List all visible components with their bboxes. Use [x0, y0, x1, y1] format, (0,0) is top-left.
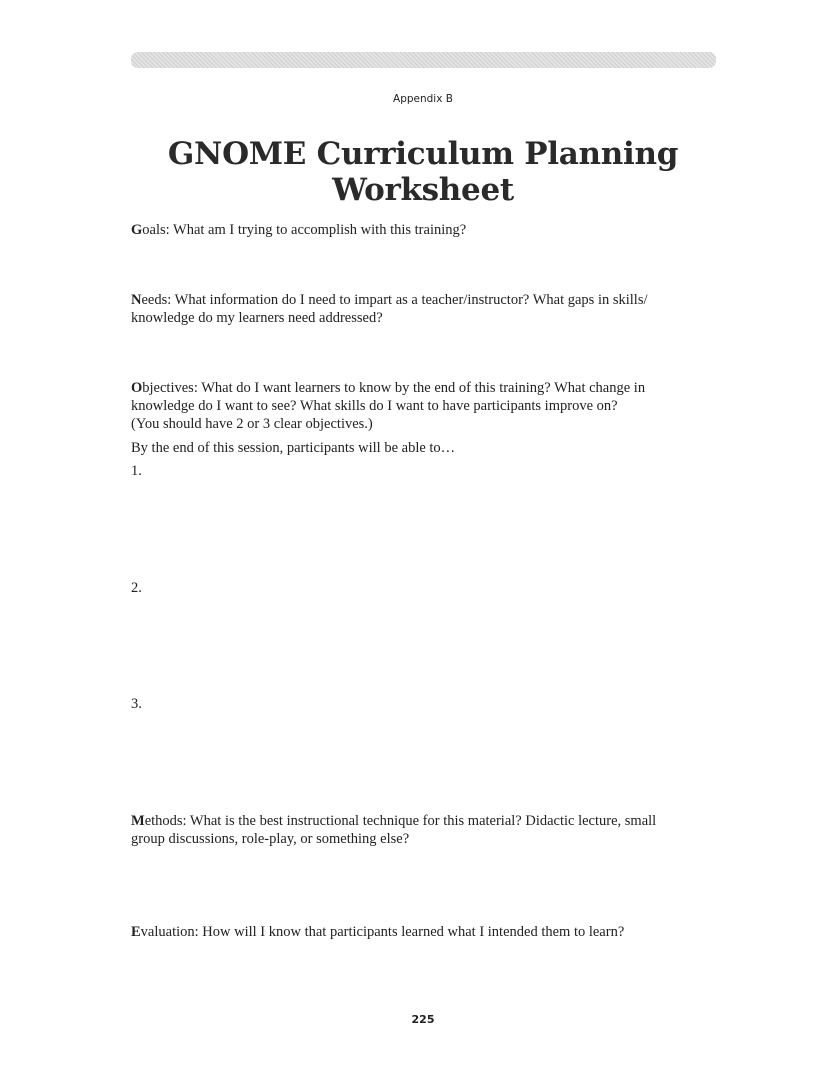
objectives-text-line3: (You should have 2 or 3 clear objectives.)	[131, 416, 373, 432]
objectives-lead-in: By the end of this session, participants will be able to…	[131, 440, 456, 456]
objective-item-3: 3.	[131, 696, 142, 712]
needs-text-line2: knowledge do my learners need addressed?	[131, 310, 383, 326]
evaluation-prompt	[131, 923, 711, 941]
page-number: 225	[411, 1013, 435, 1026]
methods-text-line2: group discussions, role-play, or something else?	[131, 831, 410, 847]
objectives-text-line2: knowledge do I want to see? What skills do I want to have participants improve on?	[131, 398, 618, 414]
goals-initial: G	[131, 222, 143, 238]
evaluation-text: valuation: How will I know that participants learned what I intended them to learn?	[140, 924, 625, 940]
needs-prompt	[131, 291, 711, 327]
objective-item-1: 1.	[131, 463, 142, 479]
goals-prompt	[131, 221, 711, 239]
methods-text-line1: ethods: What is the best instructional technique for this material? Didactic lecture, small	[144, 813, 657, 829]
objectives-prompt	[131, 379, 711, 433]
objectives-initial: O	[131, 380, 143, 396]
methods-prompt	[131, 812, 711, 848]
needs-initial: N	[131, 292, 142, 308]
needs-text-line1: eeds: What information do I need to impart as a teacher/instructor? What gaps in skills/	[141, 292, 648, 308]
running-header: Appendix B	[393, 93, 453, 105]
page-title: GNOME Curriculum Planning Worksheet	[167, 136, 679, 208]
methods-initial: M	[131, 813, 145, 829]
objectives-text-line1: bjectives: What do I want learners to know by the end of this training? What change in	[142, 380, 646, 396]
goals-text: oals: What am I trying to accomplish with this training?	[142, 222, 467, 238]
evaluation-initial: E	[131, 924, 141, 940]
objective-item-2: 2.	[131, 580, 142, 596]
header-bar	[131, 52, 716, 68]
